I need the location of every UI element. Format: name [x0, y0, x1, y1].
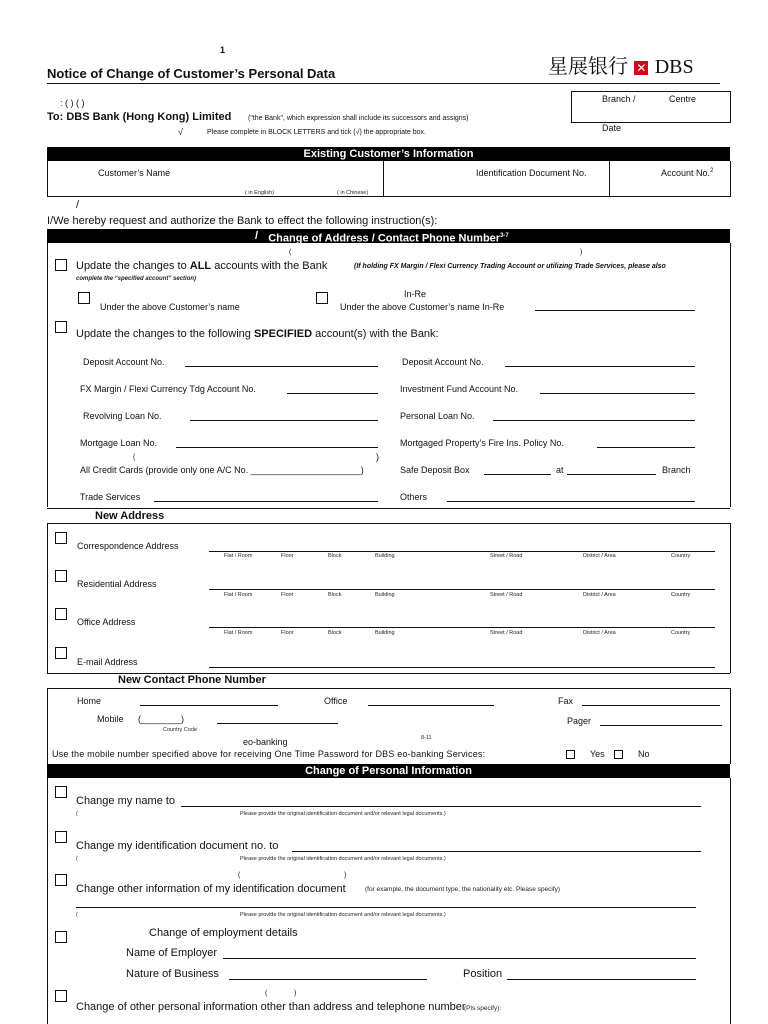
off-col-6: Country — [671, 630, 691, 636]
change-address-sup: 3-7 — [500, 233, 509, 239]
no-label: No — [638, 749, 650, 759]
employer-label: Name of Employer — [126, 947, 218, 959]
inre-line[interactable] — [535, 310, 695, 311]
update-all-label — [76, 260, 327, 272]
left-account-1-line[interactable] — [287, 393, 378, 394]
business-label: Nature of Business — [126, 968, 219, 980]
employer-line[interactable] — [223, 958, 696, 959]
other-info-label: Change of other personal information other than address and telephone number — [76, 1001, 466, 1013]
otp-yes-checkbox[interactable] — [566, 750, 575, 759]
tick-mark: √ — [178, 127, 183, 137]
id-doc-label: Identification Document No. — [476, 168, 587, 178]
right-account-0-line[interactable] — [505, 366, 695, 367]
account-no-label — [661, 168, 713, 178]
update-all-pre: Update the changes to — [76, 260, 190, 272]
change-id-label: Change my identification document no. to — [76, 840, 279, 852]
off-col-4: Street / Road — [490, 630, 523, 636]
change-address-slash: / — [255, 230, 259, 242]
residential-line[interactable] — [209, 589, 715, 590]
update-all-note2: complete the “specified account” section) — [76, 276, 197, 282]
employment-label: Change of employment details — [149, 927, 298, 939]
right-account-0: Deposit Account No. — [402, 357, 484, 367]
pls-specify: (Pls specify): — [464, 1005, 502, 1012]
date-label: Date — [602, 123, 622, 133]
account-no-sup: 2 — [710, 168, 714, 174]
yes-label: Yes — [590, 749, 605, 759]
corr-col-4: Street / Road — [490, 553, 523, 559]
off-col-1: Floor — [281, 630, 294, 636]
position-label: Position — [463, 968, 503, 980]
mobile-line[interactable] — [217, 723, 338, 724]
other-paren-open: ( — [238, 872, 241, 879]
right-account-3-line[interactable] — [597, 447, 695, 448]
page-number: 1 — [220, 45, 226, 55]
res-col-1: Floor — [281, 592, 294, 598]
trade-line[interactable] — [154, 501, 378, 502]
name-docs-note: Please provide the original identification document and/or relevant legal documents.) — [240, 811, 446, 817]
logo-chinese: 星展银行 — [548, 54, 628, 78]
off-col-3: Building — [375, 630, 395, 636]
page-title: Notice of Change of Customer’s Personal Data — [47, 66, 336, 81]
left-account-1: FX Margin / Flexi Currency Tdg Account No. — [80, 384, 256, 394]
branch-line[interactable] — [567, 474, 656, 475]
dbs-logo — [548, 50, 694, 79]
others-line[interactable] — [447, 501, 695, 502]
logo-text: DBS — [654, 56, 694, 78]
note-ref: 8-11 — [421, 735, 432, 741]
pager-label: Pager — [567, 716, 592, 726]
office-address-checkbox[interactable] — [55, 608, 67, 620]
change-other-id-line[interactable] — [76, 907, 696, 908]
under-name-inre-label: Under the above Customer’s name In-Re — [340, 302, 505, 312]
existing-divider-2 — [609, 161, 610, 196]
request-text: I/We hereby request and authorize the Bank to effect the following instruction(s): — [47, 215, 438, 227]
existing-header: Existing Customer’s Information — [47, 147, 730, 161]
name-note-paren: ( — [76, 811, 78, 817]
left-account-2: Revolving Loan No. — [83, 411, 162, 421]
update-all-note1: (If holding FX Margin / Flexi Currency Trading Account or utilizing Trade Services, please also — [354, 263, 666, 270]
other-info-checkbox[interactable] — [55, 990, 67, 1002]
change-id-line[interactable] — [292, 851, 701, 852]
update-all-bold: ALL — [189, 260, 212, 272]
corr-col-1: Floor — [281, 553, 294, 559]
corr-col-5: District / Area — [583, 553, 616, 559]
other-info-paren-close: ) — [294, 990, 297, 997]
new-address-top-rule — [47, 508, 730, 509]
left-account-3-line[interactable] — [176, 447, 378, 448]
other-docs-note: Please provide the original identification document and/or relevant legal documents.) — [240, 912, 446, 918]
mobile-label: Mobile — [97, 714, 124, 724]
paren-close: ) — [580, 249, 583, 256]
change-other-id-checkbox[interactable] — [55, 874, 67, 886]
res-col-4: Street / Road — [490, 592, 523, 598]
right-account-3: Mortgaged Property’s Fire Ins. Policy No. — [400, 438, 564, 448]
right-account-1: Investment Fund Account No. — [400, 384, 519, 394]
fax-label: Fax — [558, 696, 574, 706]
to-bank: To: DBS Bank (Hong Kong) Limited — [47, 111, 232, 123]
correspondence-line[interactable] — [209, 551, 715, 552]
under-name-checkbox[interactable] — [78, 292, 90, 304]
corr-col-6: Country — [671, 553, 691, 559]
res-col-0: Flat / Room — [224, 592, 253, 598]
corr-col-3: Building — [375, 553, 395, 559]
others-label: Others — [400, 492, 428, 502]
customer-name-label: Customer’s Name — [98, 168, 171, 178]
at-label: at — [556, 465, 564, 475]
safe-box-label: Safe Deposit Box — [400, 465, 470, 475]
in-english: ( in English) — [245, 190, 275, 196]
update-all-post: accounts with the Bank — [211, 260, 328, 272]
inre-label: In-Re — [404, 289, 427, 299]
other-note-paren: ( — [76, 912, 78, 918]
right-account-2-line[interactable] — [493, 420, 695, 421]
otp-no-checkbox[interactable] — [614, 750, 623, 759]
business-line[interactable] — [229, 979, 427, 980]
branch-label-2: Branch — [662, 465, 691, 475]
email-label: E-mail Address — [77, 657, 138, 667]
left-account-0: Deposit Account No. — [83, 357, 165, 367]
update-spec-pre: Update the changes to the following — [76, 328, 254, 340]
office-address-line[interactable] — [209, 627, 715, 628]
new-address-header: New Address — [95, 510, 165, 522]
correspondence-checkbox[interactable] — [55, 532, 67, 544]
left-account-0-line[interactable] — [185, 366, 378, 367]
change-address-header — [47, 229, 730, 243]
id-note-paren: ( — [76, 856, 78, 862]
change-name-line[interactable] — [181, 806, 701, 807]
safe-box-line[interactable] — [484, 474, 551, 475]
under-name-label: Under the above Customer’s name — [100, 302, 240, 312]
residential-label: Residential Address — [77, 579, 157, 589]
credit-cards-label[interactable]: All Credit Cards (provide only one A/C No. ______________________) — [80, 465, 364, 475]
instruction: Please complete in BLOCK LETTERS and tick (√) the appropriate box. — [207, 129, 426, 136]
ebanking-label: eo-banking — [243, 737, 288, 747]
paren-open: ( — [289, 249, 292, 256]
office-phone-line[interactable] — [368, 705, 494, 706]
under-name-inre-checkbox[interactable] — [316, 292, 328, 304]
branch-label: Branch / — [602, 94, 636, 104]
correspondence-label: Correspondence Address — [77, 541, 179, 551]
in-chinese: ( in Chinese) — [337, 190, 369, 196]
existing-divider-1 — [383, 161, 384, 196]
id-docs-note: Please provide the original identification document and/or relevant legal documents.) — [240, 856, 446, 862]
change-address-title: Change of Address / Contact Phone Number — [268, 232, 501, 245]
existing-table — [47, 161, 731, 197]
title-rule — [47, 83, 720, 84]
off-col-2: Block — [328, 630, 342, 636]
residential-checkbox[interactable] — [55, 570, 67, 582]
res-col-6: Country — [671, 592, 691, 598]
corr-col-2: Block — [328, 553, 342, 559]
other-paren-close: ) — [344, 872, 347, 879]
update-specified-label — [76, 328, 439, 340]
centre-label: Centre — [669, 94, 697, 104]
other-info-paren-open: ( — [265, 990, 268, 997]
update-spec-post: account(s) with the Bank: — [312, 328, 439, 340]
request-slash: / — [76, 199, 80, 211]
email-checkbox[interactable] — [55, 647, 67, 659]
cc-paren-close-top: ) — [376, 452, 379, 462]
email-line[interactable] — [209, 667, 715, 668]
position-line[interactable] — [507, 979, 696, 980]
to-note: ("the Bank", which expression shall include its successors and assigns) — [248, 115, 469, 122]
account-no-text: Account No. — [661, 168, 711, 178]
left-account-2-line[interactable] — [190, 420, 378, 421]
personal-header: Change of Personal Information — [47, 764, 730, 778]
res-col-3: Building — [375, 592, 395, 598]
change-id-checkbox[interactable] — [55, 831, 67, 843]
zh-marks: : ( ) ( ) — [60, 98, 85, 108]
corr-col-0: Flat / Room — [224, 553, 253, 559]
change-other-id-note: (for example, the document type, the nationality etc. Please specify) — [365, 886, 561, 893]
office-address-label: Office Address — [77, 617, 136, 627]
fax-line[interactable] — [582, 705, 720, 706]
res-col-2: Block — [328, 592, 342, 598]
phone-header: New Contact Phone Number — [118, 674, 266, 686]
off-col-5: District / Area — [583, 630, 616, 636]
change-name-checkbox[interactable] — [55, 786, 67, 798]
pager-line[interactable] — [600, 725, 722, 726]
left-account-3: Mortgage Loan No. — [80, 438, 158, 448]
mobile-country-code-field[interactable]: (________) — [138, 714, 185, 724]
update-specified-checkbox[interactable] — [55, 321, 67, 333]
update-spec-bold: SPECIFIED — [253, 328, 313, 340]
res-col-5: District / Area — [583, 592, 616, 598]
update-all-checkbox[interactable] — [55, 259, 67, 271]
change-name-label: Change my name to — [76, 795, 176, 807]
off-col-0: Flat / Room — [224, 630, 253, 636]
right-account-2: Personal Loan No. — [400, 411, 475, 421]
logo-x-icon: ✕ — [636, 61, 647, 75]
office-phone-label: Office — [324, 696, 348, 706]
branch-box[interactable] — [571, 91, 731, 123]
home-line[interactable] — [140, 705, 278, 706]
cc-paren-open: ( — [133, 454, 136, 461]
otp-text: Use the mobile number specified above for receiving One Time Password for DBS eo-banking Services: — [52, 749, 486, 759]
home-label: Home — [77, 696, 102, 706]
right-account-1-line[interactable] — [540, 393, 695, 394]
country-code-label: Country Code — [163, 727, 197, 733]
change-other-id-label: Change other information of my identification document — [76, 883, 346, 895]
employment-checkbox[interactable] — [55, 931, 67, 943]
trade-label: Trade Services — [80, 492, 141, 502]
